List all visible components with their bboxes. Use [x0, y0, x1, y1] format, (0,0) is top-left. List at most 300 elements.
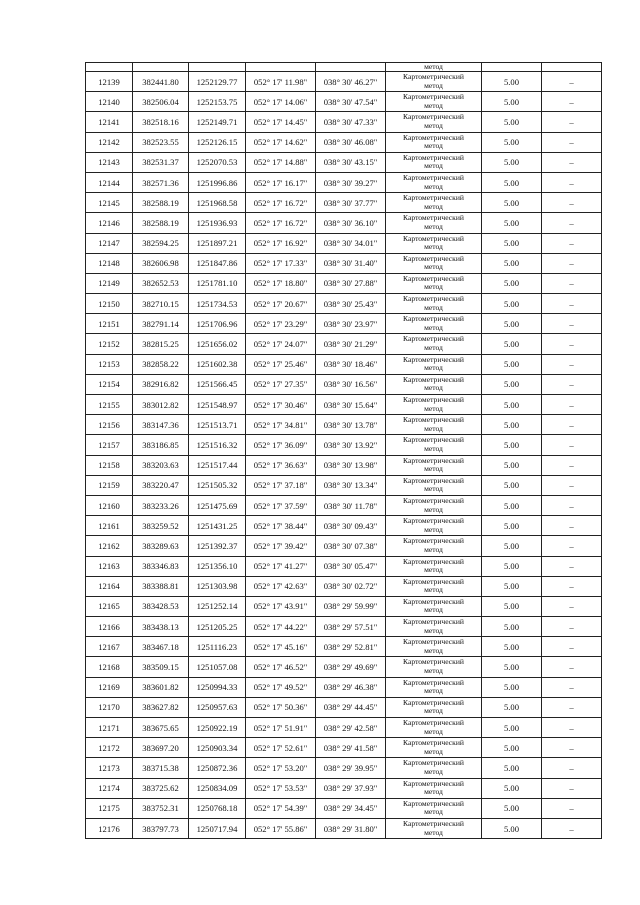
point-number-cell: 12144	[86, 172, 133, 192]
x-coordinate-cell: 383186.85	[133, 435, 189, 455]
latitude-cell: 052° 17' 53.20"	[246, 758, 316, 778]
method-text-line: Картометрический	[403, 395, 464, 404]
longitude-cell: 038° 29' 42.58"	[316, 718, 386, 738]
point-number-cell: 12156	[86, 415, 133, 435]
table-row	[86, 798, 602, 818]
method-text-line: Картометрический	[403, 233, 464, 243]
point-number-cell: 12140	[86, 92, 133, 112]
table-row	[86, 213, 602, 233]
x-coordinate-cell: 383697.20	[133, 738, 189, 758]
y-coordinate-cell: 1251475.69	[189, 495, 246, 515]
method-text-line: метод	[424, 302, 443, 312]
method-text-line: метод	[424, 423, 443, 433]
x-coordinate-cell: 383752.31	[133, 798, 189, 818]
method-cell	[386, 273, 482, 293]
accuracy-cell: 5.00	[482, 193, 542, 213]
y-coordinate-cell: 1250717.94	[189, 818, 246, 838]
method-text-line: метод	[424, 585, 443, 595]
accuracy-cell: 5.00	[482, 92, 542, 112]
point-number-cell: 12162	[86, 536, 133, 556]
latitude-cell: 052° 17' 17.33"	[246, 253, 316, 273]
x-coordinate-cell: 383259.52	[133, 516, 189, 536]
method-text-line: Картометрический	[403, 213, 464, 223]
x-coordinate-cell: 383203.63	[133, 455, 189, 475]
y-coordinate-cell: 1252153.75	[189, 92, 246, 112]
method-text-line: Картометрический	[403, 294, 464, 304]
table-row	[86, 637, 602, 657]
point-number-cell: 12169	[86, 677, 133, 697]
x-coordinate-cell: 383428.53	[133, 596, 189, 616]
point-number-cell: 12168	[86, 657, 133, 677]
latitude-cell: 052° 17' 52.61"	[246, 738, 316, 758]
longitude-cell: 038° 30' 47.54"	[316, 92, 386, 112]
longitude-cell: 038° 30' 16.56"	[316, 374, 386, 394]
method-cell	[386, 475, 482, 495]
y-coordinate-cell: 1251431.25	[189, 516, 246, 536]
x-coordinate-cell: 383346.83	[133, 556, 189, 576]
method-cell	[386, 677, 482, 697]
note-cell: –	[542, 657, 602, 677]
header-cell-accuracy	[482, 63, 542, 72]
method-cell	[386, 354, 482, 374]
method-cell	[386, 172, 482, 192]
method-text-line: Картометрический	[403, 657, 464, 667]
latitude-cell: 052° 17' 14.62"	[246, 132, 316, 152]
method-text-line: метод	[424, 746, 443, 756]
table-row	[86, 354, 602, 374]
table-row	[86, 758, 602, 778]
latitude-cell: 052° 17' 44.22"	[246, 617, 316, 637]
method-cell	[386, 374, 482, 394]
longitude-cell: 038° 29' 44.45"	[316, 697, 386, 717]
longitude-cell: 038° 29' 34.45"	[316, 798, 386, 818]
method-cell	[386, 536, 482, 556]
accuracy-cell: 5.00	[482, 334, 542, 354]
latitude-cell: 052° 17' 14.45"	[246, 112, 316, 132]
longitude-cell: 038° 29' 37.93"	[316, 778, 386, 798]
method-cell	[386, 253, 482, 273]
method-text-line: метод	[424, 363, 443, 373]
note-cell: –	[542, 233, 602, 253]
note-cell: –	[542, 576, 602, 596]
note-cell: –	[542, 455, 602, 475]
method-text-line: Картометрический	[403, 718, 464, 727]
latitude-cell: 052° 17' 50.36"	[246, 697, 316, 717]
y-coordinate-cell: 1251936.93	[189, 213, 246, 233]
accuracy-cell: 5.00	[482, 132, 542, 152]
longitude-cell: 038° 30' 18.46"	[316, 354, 386, 374]
method-text-line: метод	[424, 625, 443, 635]
method-cell	[386, 294, 482, 314]
method-text-line: метод	[424, 161, 443, 171]
latitude-cell: 052° 17' 42.63"	[246, 576, 316, 596]
point-number-cell: 12151	[86, 314, 133, 334]
longitude-cell: 038° 30' 15.64"	[316, 395, 386, 415]
point-number-cell: 12141	[86, 112, 133, 132]
x-coordinate-cell: 383147.36	[133, 415, 189, 435]
method-text-line: метод	[424, 120, 443, 130]
table-row	[86, 677, 602, 697]
method-cell	[386, 778, 482, 798]
table-row	[86, 273, 602, 293]
longitude-cell: 038° 30' 43.15"	[316, 152, 386, 172]
method-text-line: Картометрический	[403, 435, 464, 445]
longitude-cell: 038° 29' 52.81"	[316, 637, 386, 657]
x-coordinate-cell: 383797.73	[133, 818, 189, 838]
y-coordinate-cell: 1251656.02	[189, 334, 246, 354]
point-number-cell: 12172	[86, 738, 133, 758]
method-cell	[386, 657, 482, 677]
note-cell: –	[542, 617, 602, 637]
y-coordinate-cell: 1251847.86	[189, 253, 246, 273]
x-coordinate-cell: 383675.65	[133, 718, 189, 738]
header-cell-lon	[316, 63, 386, 72]
method-cell	[386, 415, 482, 435]
x-coordinate-cell: 383601.82	[133, 677, 189, 697]
accuracy-cell: 5.00	[482, 233, 542, 253]
point-number-cell: 12149	[86, 273, 133, 293]
point-number-cell: 12174	[86, 778, 133, 798]
method-text-line: Картометрический	[403, 253, 464, 263]
method-text-line: Картометрический	[403, 818, 464, 828]
x-coordinate-cell: 383509.15	[133, 657, 189, 677]
point-number-cell: 12176	[86, 818, 133, 838]
accuracy-cell: 5.00	[482, 294, 542, 314]
latitude-cell: 052° 17' 36.63"	[246, 455, 316, 475]
longitude-cell: 038° 30' 25.43"	[316, 294, 386, 314]
note-cell: –	[542, 637, 602, 657]
table-row	[86, 818, 602, 838]
latitude-cell: 052° 17' 25.46"	[246, 354, 316, 374]
table-row	[86, 657, 602, 677]
point-number-cell: 12160	[86, 495, 133, 515]
method-text-line: Картометрический	[403, 536, 464, 546]
longitude-cell: 038° 30' 31.40"	[316, 253, 386, 273]
point-number-cell: 12159	[86, 475, 133, 495]
method-text-line: метод	[424, 827, 443, 837]
method-text-line: метод	[424, 706, 443, 716]
note-cell: –	[542, 677, 602, 697]
accuracy-cell: 5.00	[482, 395, 542, 415]
longitude-cell: 038° 30' 13.78"	[316, 415, 386, 435]
accuracy-cell: 5.00	[482, 112, 542, 132]
longitude-cell: 038° 30' 47.33"	[316, 112, 386, 132]
method-text-line: Картометрический	[403, 475, 464, 485]
table-row	[86, 475, 602, 495]
longitude-cell: 038° 30' 13.98"	[316, 455, 386, 475]
method-text-line: метод	[424, 605, 443, 615]
method-cell	[386, 395, 482, 415]
method-text-line: метод	[424, 181, 443, 191]
method-cell	[386, 314, 482, 334]
x-coordinate-cell: 383233.26	[133, 495, 189, 515]
longitude-cell: 038° 30' 05.47"	[316, 556, 386, 576]
x-coordinate-cell: 383627.82	[133, 697, 189, 717]
x-coordinate-cell: 382652.53	[133, 273, 189, 293]
header-cell-y	[189, 63, 246, 72]
method-cell	[386, 112, 482, 132]
method-text-line: Картометрический	[403, 596, 464, 606]
header-cell-lat	[246, 63, 316, 72]
accuracy-cell: 5.00	[482, 697, 542, 717]
header-cell-x	[133, 63, 189, 72]
method-text-line: метод	[424, 141, 443, 151]
y-coordinate-cell: 1251566.45	[189, 374, 246, 394]
latitude-cell: 052° 17' 46.52"	[246, 657, 316, 677]
method-text-line: метод	[424, 524, 443, 534]
method-text-line: Картометрический	[403, 273, 464, 283]
y-coordinate-cell: 1251706.96	[189, 314, 246, 334]
longitude-cell: 038° 30' 36.10"	[316, 213, 386, 233]
table-row	[86, 556, 602, 576]
method-text-line: Картометрический	[403, 172, 464, 182]
longitude-cell: 038° 30' 37.77"	[316, 193, 386, 213]
latitude-cell: 052° 17' 37.59"	[246, 495, 316, 515]
latitude-cell: 052° 17' 55.86"	[246, 818, 316, 838]
method-text-line: Картометрический	[403, 798, 464, 808]
x-coordinate-cell: 382815.25	[133, 334, 189, 354]
latitude-cell: 052° 17' 16.92"	[246, 233, 316, 253]
latitude-cell: 052° 17' 14.06"	[246, 92, 316, 112]
point-number-cell: 12170	[86, 697, 133, 717]
point-number-cell: 12155	[86, 395, 133, 415]
method-cell	[386, 455, 482, 475]
point-number-cell: 12146	[86, 213, 133, 233]
point-number-cell: 12173	[86, 758, 133, 778]
method-text-line: метод	[424, 464, 443, 474]
method-text-line: метод	[424, 766, 443, 776]
note-cell: –	[542, 374, 602, 394]
longitude-cell: 038° 29' 59.99"	[316, 596, 386, 616]
latitude-cell: 052° 17' 54.39"	[246, 798, 316, 818]
accuracy-cell: 5.00	[482, 374, 542, 394]
table-row	[86, 253, 602, 273]
method-cell	[386, 152, 482, 172]
y-coordinate-cell: 1251517.44	[189, 455, 246, 475]
method-text-line: метод	[424, 242, 443, 252]
method-text-line: Картометрический	[403, 516, 464, 526]
y-coordinate-cell: 1251781.10	[189, 273, 246, 293]
note-cell: –	[542, 556, 602, 576]
y-coordinate-cell: 1250768.18	[189, 798, 246, 818]
accuracy-cell: 5.00	[482, 172, 542, 192]
table-row	[86, 314, 602, 334]
accuracy-cell: 5.00	[482, 617, 542, 637]
method-text-line: Картометрический	[403, 697, 464, 707]
note-cell: –	[542, 193, 602, 213]
point-number-cell: 12145	[86, 193, 133, 213]
x-coordinate-cell: 383289.63	[133, 536, 189, 556]
table-row	[86, 778, 602, 798]
longitude-cell: 038° 29' 39.95"	[316, 758, 386, 778]
note-cell: –	[542, 818, 602, 838]
longitude-cell: 038° 29' 31.80"	[316, 818, 386, 838]
point-number-cell: 12147	[86, 233, 133, 253]
method-text-line: Картометрический	[403, 637, 464, 647]
x-coordinate-cell: 383388.81	[133, 576, 189, 596]
y-coordinate-cell: 1251548.97	[189, 395, 246, 415]
note-cell: –	[542, 778, 602, 798]
note-cell: –	[542, 758, 602, 778]
x-coordinate-cell: 382594.25	[133, 233, 189, 253]
method-text-line: метод	[424, 322, 443, 332]
y-coordinate-cell: 1251734.53	[189, 294, 246, 314]
note-cell: –	[542, 172, 602, 192]
accuracy-cell: 5.00	[482, 253, 542, 273]
y-coordinate-cell: 1251968.58	[189, 193, 246, 213]
note-cell: –	[542, 596, 602, 616]
table-row	[86, 576, 602, 596]
x-coordinate-cell: 382858.22	[133, 354, 189, 374]
method-text-line: метод	[424, 262, 443, 272]
point-number-cell: 12150	[86, 294, 133, 314]
method-text-line: метод	[424, 403, 443, 413]
y-coordinate-cell: 1251996.86	[189, 172, 246, 192]
latitude-cell: 052° 17' 16.72"	[246, 193, 316, 213]
accuracy-cell: 5.00	[482, 718, 542, 738]
note-cell: –	[542, 798, 602, 818]
method-text-line: Картометрический	[403, 495, 464, 505]
y-coordinate-cell: 1250872.36	[189, 758, 246, 778]
method-text-line: Картометрический	[403, 617, 464, 627]
method-text-line: Картометрический	[403, 354, 464, 364]
y-coordinate-cell: 1252070.53	[189, 152, 246, 172]
latitude-cell: 052° 17' 43.91"	[246, 596, 316, 616]
note-cell: –	[542, 314, 602, 334]
point-number-cell: 12166	[86, 617, 133, 637]
method-cell	[386, 92, 482, 112]
method-text-line: метод	[424, 504, 443, 514]
method-text-line: метод	[424, 484, 443, 494]
latitude-cell: 052° 17' 37.18"	[246, 475, 316, 495]
accuracy-cell: 5.00	[482, 536, 542, 556]
method-text-line: метод	[424, 666, 443, 676]
latitude-cell: 052° 17' 49.52"	[246, 677, 316, 697]
accuracy-cell: 5.00	[482, 596, 542, 616]
method-cell	[386, 516, 482, 536]
x-coordinate-cell: 382506.04	[133, 92, 189, 112]
accuracy-cell: 5.00	[482, 72, 542, 92]
note-cell: –	[542, 132, 602, 152]
note-cell: –	[542, 72, 602, 92]
x-coordinate-cell: 383715.38	[133, 758, 189, 778]
x-coordinate-cell: 383012.82	[133, 395, 189, 415]
latitude-cell: 052° 17' 30.46"	[246, 395, 316, 415]
table-row	[86, 415, 602, 435]
method-cell	[386, 334, 482, 354]
latitude-cell: 052° 17' 20.67"	[246, 294, 316, 314]
method-text-line: Картометрический	[403, 576, 464, 586]
header-cell-point	[86, 63, 133, 72]
x-coordinate-cell: 382518.16	[133, 112, 189, 132]
longitude-cell: 038° 29' 41.58"	[316, 738, 386, 758]
latitude-cell: 052° 17' 41.27"	[246, 556, 316, 576]
point-number-cell: 12148	[86, 253, 133, 273]
table-body	[86, 63, 602, 839]
latitude-cell: 052° 17' 14.88"	[246, 152, 316, 172]
note-cell: –	[542, 213, 602, 233]
method-text-line: метод	[424, 383, 443, 393]
y-coordinate-cell: 1251116.23	[189, 637, 246, 657]
x-coordinate-cell: 382916.82	[133, 374, 189, 394]
method-text-line: Картометрический	[403, 193, 464, 203]
method-cell	[386, 132, 482, 152]
y-coordinate-cell: 1251392.37	[189, 536, 246, 556]
latitude-cell: 052° 17' 39.42"	[246, 536, 316, 556]
table-row	[86, 516, 602, 536]
x-coordinate-cell: 382710.15	[133, 294, 189, 314]
table-row	[86, 718, 602, 738]
table-row	[86, 455, 602, 475]
longitude-cell: 038° 29' 57.51"	[316, 617, 386, 637]
latitude-cell: 052° 17' 23.29"	[246, 314, 316, 334]
y-coordinate-cell: 1251513.71	[189, 415, 246, 435]
longitude-cell: 038° 30' 34.01"	[316, 233, 386, 253]
accuracy-cell: 5.00	[482, 576, 542, 596]
y-coordinate-cell: 1252129.77	[189, 72, 246, 92]
point-number-cell: 12165	[86, 596, 133, 616]
method-text-line: метод	[424, 565, 443, 575]
method-cell	[386, 213, 482, 233]
table-row	[86, 395, 602, 415]
note-cell: –	[542, 435, 602, 455]
latitude-cell: 052° 17' 34.81"	[246, 415, 316, 435]
x-coordinate-cell: 383725.62	[133, 778, 189, 798]
x-coordinate-cell: 382588.19	[133, 193, 189, 213]
longitude-cell: 038° 30' 07.38"	[316, 536, 386, 556]
method-text-line: Картометрический	[403, 758, 464, 768]
accuracy-cell: 5.00	[482, 314, 542, 334]
note-cell: –	[542, 253, 602, 273]
table-row	[86, 92, 602, 112]
point-number-cell: 12152	[86, 334, 133, 354]
method-cell	[386, 738, 482, 758]
method-cell	[386, 576, 482, 596]
point-number-cell: 12143	[86, 152, 133, 172]
point-number-cell: 12163	[86, 556, 133, 576]
note-cell: –	[542, 516, 602, 536]
latitude-cell: 052° 17' 38.44"	[246, 516, 316, 536]
y-coordinate-cell: 1251252.14	[189, 596, 246, 616]
longitude-cell: 038° 30' 11.78"	[316, 495, 386, 515]
x-coordinate-cell: 382531.37	[133, 152, 189, 172]
longitude-cell: 038° 30' 13.92"	[316, 435, 386, 455]
method-text-line: метод	[424, 343, 443, 353]
longitude-cell: 038° 29' 49.69"	[316, 657, 386, 677]
accuracy-cell: 5.00	[482, 354, 542, 374]
method-text-line: Картометрический	[403, 738, 464, 748]
method-text-line: метод	[424, 544, 443, 554]
note-cell: –	[542, 354, 602, 374]
y-coordinate-cell: 1250903.34	[189, 738, 246, 758]
method-text-line: Картометрический	[403, 152, 464, 162]
y-coordinate-cell: 1250957.63	[189, 697, 246, 717]
method-text-line: метод	[424, 221, 443, 231]
note-cell: –	[542, 92, 602, 112]
method-cell	[386, 435, 482, 455]
method-text-line: Картометрический	[403, 92, 464, 102]
longitude-cell: 038° 30' 39.27"	[316, 172, 386, 192]
point-number-cell: 12161	[86, 516, 133, 536]
table-row	[86, 697, 602, 717]
table-row	[86, 596, 602, 616]
table-row	[86, 294, 602, 314]
table-row	[86, 617, 602, 637]
method-text-line: Картометрический	[403, 72, 464, 81]
latitude-cell: 052° 17' 24.07"	[246, 334, 316, 354]
accuracy-cell: 5.00	[482, 758, 542, 778]
method-cell	[386, 556, 482, 576]
